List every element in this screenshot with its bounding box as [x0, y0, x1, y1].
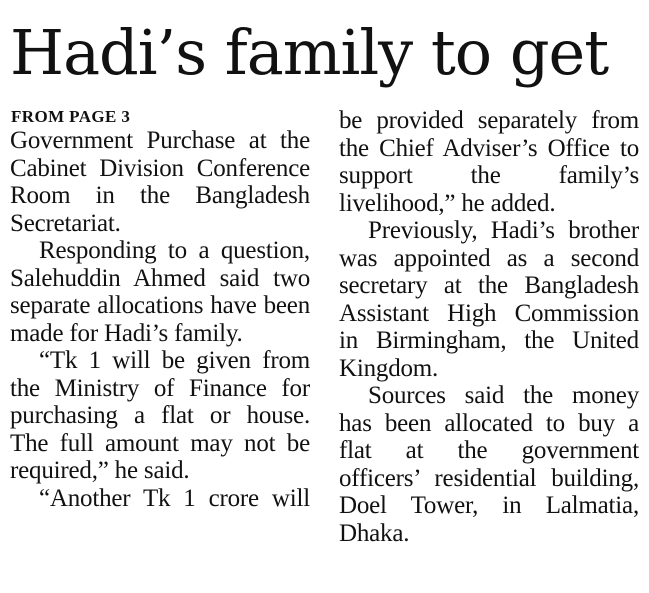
paragraph: Previously, Hadi’s brother was appointed as a second secretary at the Bangladesh Assistant High Commission in Birmingham, the United Kingdom. — [339, 217, 639, 382]
continuation-kicker: FROM PAGE 3 — [11, 107, 131, 126]
paragraph: “Tk 1 will be given from the Ministry of Finance for purchasing a flat or house. The full amount may not be required,” he said. — [10, 347, 310, 484]
paragraph: Responding to a question, Salehuddin Ahmed said two separate allocations have been made for Hadi’s family. — [10, 237, 310, 347]
paragraph: Sources said the money has been allocated to buy a flat at the government officers’ residential building, Doel Tower, in Lalmatia, Dhaka. — [339, 382, 639, 547]
paragraph: be provided separately from the Chief Adviser’s Office to support the family’s livelihood,” he added. — [339, 107, 639, 217]
article-column-left — [10, 107, 310, 512]
paragraph: Government Purchase at the Cabinet Division Conference Room in the Bangladesh Secretariat. — [10, 127, 310, 237]
article-column-right — [339, 107, 639, 547]
paragraph: “Another Tk 1 crore will — [39, 484, 310, 512]
headline: Hadi’s family to get — [10, 16, 609, 89]
